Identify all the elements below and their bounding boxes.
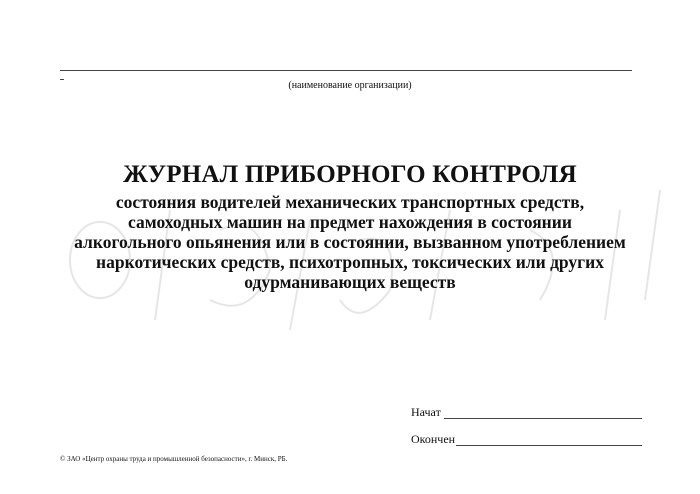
organization-caption: (наименование организации) <box>288 80 412 91</box>
start-date-line <box>444 418 642 419</box>
organization-name-line <box>60 70 632 71</box>
journal-subtitle <box>40 192 660 292</box>
subtitle-line-2: самоходных машин на предмет нахождения в состоянии <box>128 212 572 232</box>
subtitle-line-5: одурманивающих веществ <box>244 272 456 292</box>
subtitle-line-4: наркотических средств, психотропных, токсических или других <box>96 252 604 272</box>
end-date-label: Окончен <box>411 432 456 446</box>
end-date-field <box>411 432 455 446</box>
journal-title: ЖУРНАЛ ПРИБОРНОГО КОНТРОЛЯ <box>123 161 577 188</box>
subtitle-line-3: алкогольного опьянения или в состоянии, вызванном употреблением <box>74 232 626 252</box>
start-date-field <box>411 405 441 419</box>
end-date-line <box>456 445 642 446</box>
copyright-notice: © ЗАО «Центр охраны труда и промышленной безопасности», г. Минск, РБ. <box>60 455 288 463</box>
start-date-label: Начат <box>411 405 441 419</box>
subtitle-line-1: состояния водителей механических транспортных средств, <box>115 192 585 212</box>
